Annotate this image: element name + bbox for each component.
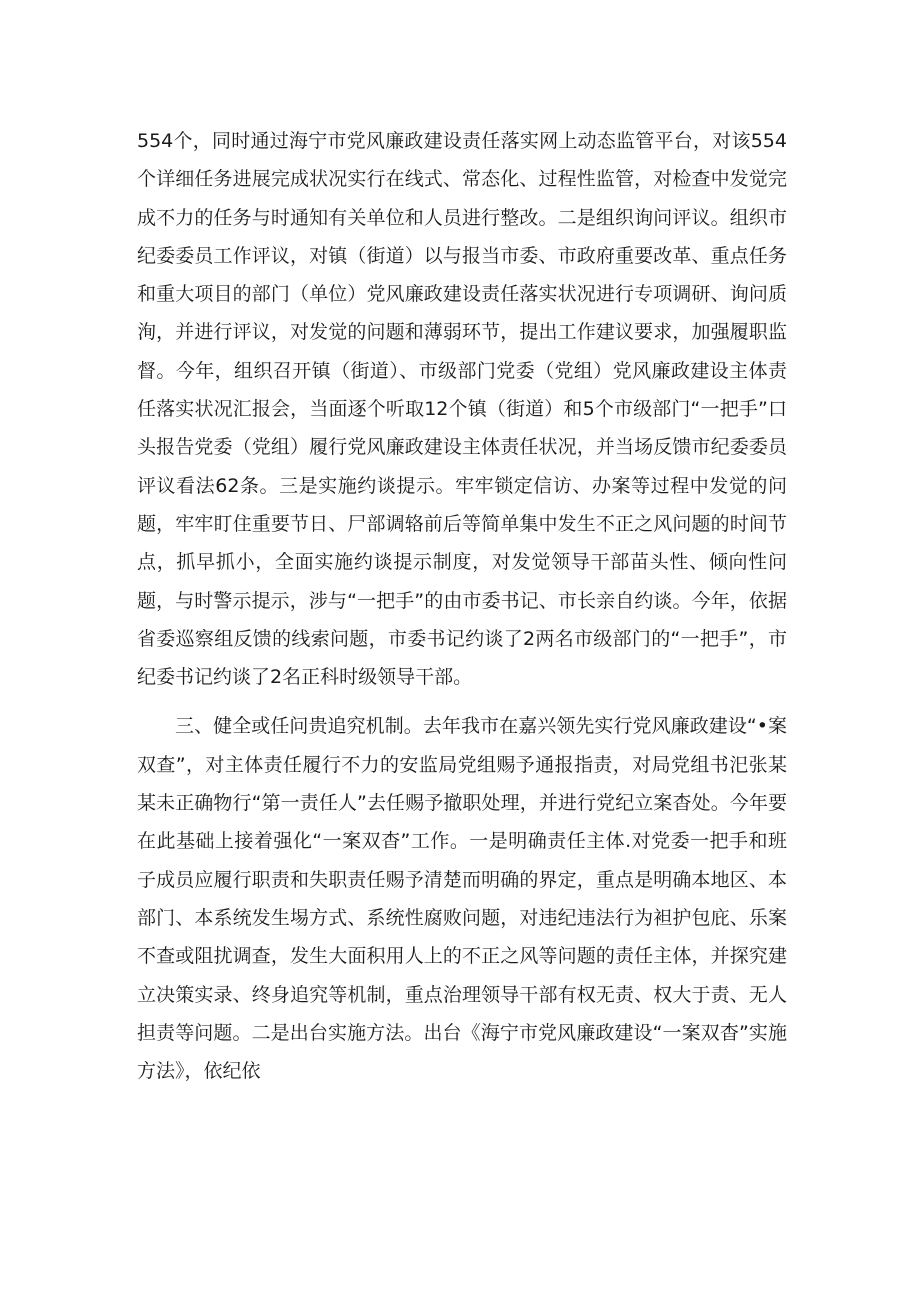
paragraph-continued: 554个，同时通过海宁市党风廉政建设责任落实网上动态监管平台，对该554个详细任务进展完成状况实行在线式、常态化、过程性监管，对检查中发觉完成不力的任务与时通知有关单位和人员进行整改。二是组织询问评议。组织市纪委委员工作评议，对镇（街道）以与报当市委、市政府重要改革、重点任务和重大项目的部门（单位）党风廉政建设责任落实状况进行专项调研、询问质洵，并进行评议，对发觉的问题和薄弱环节，提出工作建议要求，加强履职监督。今年，组织召开镇（街道）、市级部门党委（党组）党风廉政建设主体责任落实状况汇报会，当面逐个听取12个镇（街道）和5个市级部门“一把手”口头报告党委（党组）履行党风廉政建设主体责任状况，并当场反馈市纪委委员评议看法62条。三是实施约谈提示。牢牢锁定信访、办案等过程中发觉的问题，牢牢盯住重要节日、尸部调辂前后等简单集中发生不正之风问题的时间节点，抓早抓小，全面实施约谈提示制度，对发觉领导干部苗头性、倾向性问题，与时警示提示，涉与“一把手”的由市委书记、市长亲自约谈。今年，依据省委巡察组反馈的线索问题，市委书记约谈了2两名市级部门的“一把手”，市纪委书记约谈了2名正科时级领导干部。 (137, 130, 787, 689)
paragraph-section-three: 三、健全或任问贵追究机制。去年我市在嘉兴领先实行党风廉政建设“•案双查”，对主体责任履行不力的安监局党组赐予通报指责，对局党组书汜张某某未正确物行“第一责任人”去任赐予撤职处理，并进行党纪立案杳处。今年要在此基础上接着强化“一案双杳”工作。一是明确责任主体.对党委一把手和班子成员应履行职责和失职责任赐予清楚而明确的界定，重点是明确本地区、本部门、本系统发生埸方式、系统性腐败问题，对违纪违法行为袒护包庇、乐案不查或阻扰调查，发生大面积用人上的不正之风等问题的责任主体，并探究建立决策实录、终身追究等机制，重点治理领导干部有权无责、权大于责、无人担责等问题。二是出台实施方法。出台《海宁市党风廉政建设“一案双杳”实施方法》，依纪依 (137, 715, 787, 1083)
document-body (137, 122, 787, 1090)
